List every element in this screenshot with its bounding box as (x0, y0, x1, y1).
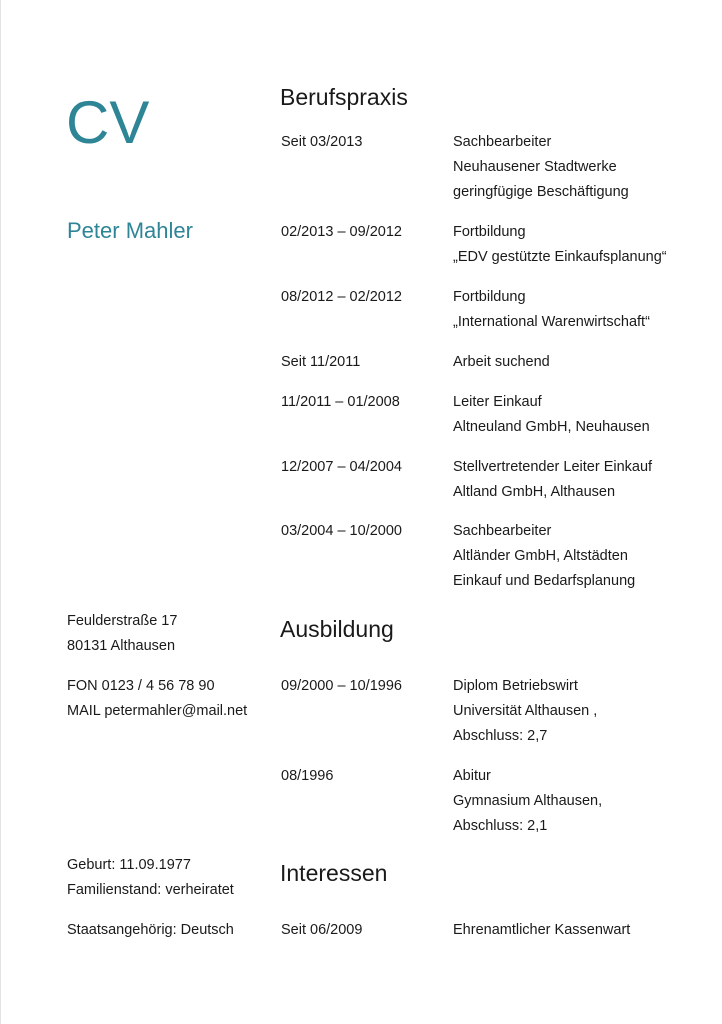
entry-description (453, 130, 629, 205)
entry-line: Sachbearbeiter (453, 134, 552, 150)
entry-line: Altland GmbH, Althausen (453, 484, 616, 500)
personal-birth: Geburt: 11.09.1977 (67, 857, 191, 873)
entry-line: Fortbildung (453, 289, 526, 305)
entry-line: Gymnasium Althausen, (453, 793, 603, 809)
entry-line: Fortbildung (453, 224, 526, 240)
entry-date: 09/2000 – 10/1996 (281, 678, 402, 694)
entry-line: Ehrenamtlicher Kassenwart (453, 922, 631, 938)
entry-line: Sachbearbeiter (453, 523, 552, 539)
entry-description (453, 220, 667, 270)
entry-description (453, 390, 650, 440)
entry-date: 08/1996 (281, 768, 334, 784)
contact-phone: FON 0123 / 4 56 78 90 (67, 678, 215, 694)
personal-marital: Familienstand: verheiratet (67, 882, 234, 898)
entry-description (453, 918, 630, 943)
entry-date: 11/2011 – 01/2008 (281, 394, 400, 410)
entry-date: 08/2012 – 02/2012 (281, 289, 402, 305)
entry-line: Abschluss: 2,7 (453, 728, 548, 744)
entry-line: Neuhausener Stadtwerke (453, 159, 617, 175)
entry-line: Einkauf und Bedarfsplanung (453, 573, 636, 589)
entry-line: Diplom Betriebswirt (453, 678, 578, 694)
entry-line: geringfügige Beschäftigung (453, 184, 629, 200)
entry-date: 03/2004 – 10/2000 (281, 523, 402, 539)
entry-line: Leiter Einkauf (453, 394, 542, 410)
page-edge (0, 0, 1, 1024)
personal-nationality: Staatsangehörig: Deutsch (67, 922, 234, 938)
entry-date: Seit 11/2011 (281, 354, 361, 370)
entry-line: „International Warenwirtschaft“ (453, 314, 650, 330)
entry-date: Seit 06/2009 (281, 922, 363, 938)
entry-description (453, 519, 635, 594)
entry-line: Abitur (453, 768, 491, 784)
entry-line: Stellvertretender Leiter Einkauf (453, 459, 653, 475)
contact-mail: MAIL petermahler@mail.net (67, 703, 248, 719)
entry-line: Abschluss: 2,1 (453, 818, 548, 834)
entry-description (453, 285, 650, 335)
entry-line: Universität Althausen , (453, 703, 598, 719)
entry-line: „EDV gestützte Einkaufsplanung“ (453, 249, 667, 265)
entry-description (453, 350, 550, 375)
entry-description (453, 764, 602, 839)
contact-street: Feulderstraße 17 (67, 613, 178, 629)
entry-line: Altländer GmbH, Altstädten (453, 548, 628, 564)
entry-line: Altneuland GmbH, Neuhausen (453, 419, 650, 435)
section-heading-ausbildung: Ausbildung (280, 616, 394, 642)
cv-title: CV (66, 89, 150, 156)
entry-date: Seit 03/2013 (281, 134, 363, 150)
entry-date: 12/2007 – 04/2004 (281, 459, 402, 475)
section-heading-interessen: Interessen (280, 860, 388, 886)
entry-date: 02/2013 – 09/2012 (281, 224, 402, 240)
entry-description (453, 674, 597, 749)
contact-city: 80131 Althausen (67, 638, 176, 654)
section-heading-berufspraxis: Berufspraxis (280, 84, 408, 110)
entry-description (453, 455, 652, 505)
person-name: Peter Mahler (67, 218, 193, 243)
entry-line: Arbeit suchend (453, 354, 550, 370)
